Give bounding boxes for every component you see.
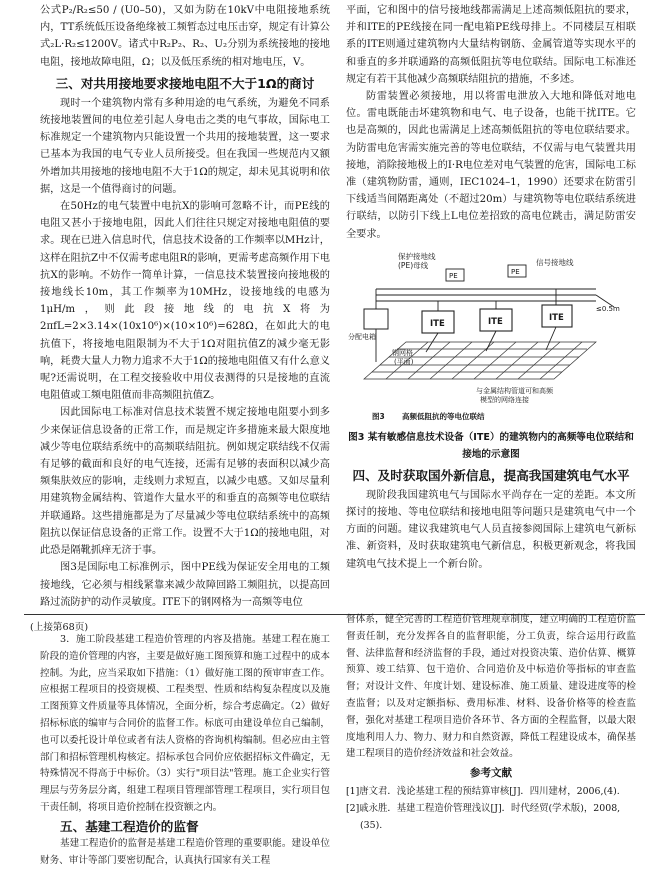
label-steel-mesh-plane: (平面) [394,357,414,366]
distribution-box [364,309,388,329]
body-paragraph: 因此国际电工标准对信息技术装置不规定接地电阻要小到多少来保证信息设备的正常工作，而是规定许多措施来最大限度地减少等电位联结系统中的高频联结阻抗。例如规定联结线不仅需有足够的截面和良好的电气连接，还需有足够的表面积以减少高频集肤效应的影响，走线则力求短直，以减少电感。又如尽量利用建筑物金属结构、管道作大量水平的和垂直的高频等电位联结并联通路。这些措施都是为了尽量减少等电位联结系统中的高频阻抗以保证信息设备的正常工作。设置不大于1Ω的接地电阻，对此恐是隔靴抓痒无济于事。 [40,407,330,557]
label-protective-ground: 保护接地线 [398,251,436,261]
label-fig-num: 图3 [372,411,385,421]
figure-caption: 图3 某有敏感信息技术设备（ITE）的建筑物内的高频等电位联结和接地的示意图 [348,431,634,460]
label-eq-plane: 高频低阻抗的等电位联结 [402,411,485,421]
lower-right-column [346,612,636,834]
upper-right-column [346,2,636,573]
figure-3 [346,247,636,429]
body-paragraph: 在50Hz的电气装置中电抗X的影响可忽略不计，而PE线的电阻又甚小于接地电阻，因此人们往往只规定对接地电阻值的要求。现在已进入信息时代，信息技术设备的工作频率以MHz计，这样在阻抗Z中不仅需考虑电阻R的影响，更需考虑高频作用下电抗X的影响。不妨作一简单计算，一信息技术装置接向接地极的接地线长10m，其工作频率为10MHz，设接地线的电感为1μH/m，则此段接地线的电抗X将为2πfL=2×3.14×(10x10⁶)×(10×10⁶)=628Ω，在如此大的电抗值下，将接地电阻限制为不大于1Ω对阻抗值Z的减少毫无影响，耗费大量人力物力追求不大于1Ω的接地电阻值又有什么意义呢?还需说明，在工程交接验收中用仪表测得的只是接地的直流电阻值或工频电阻值而非高频阻抗值Z。 [40,201,330,402]
label-steel-mesh: 钢网格 [392,348,413,357]
body-paragraph: 督体系，健全完善的工程造价管理规章制度，建立明确的工程造价监督责任制，充分发挥各自的监督职能，分工负责，综合运用行政监督、法律监督和经济监督的手段，通过对投资决策、造价估算、概算预算、竣工结算、包干造价、合同造价及中标造价等指标的审查监督；对设计文件、年度计划、建设标准、施工质量、建设进度等的检查监督；以及对定额指标、费用标准、材料、设备价格等的检查监督，强化对基建工程项目造价各环节、各方面的全程监督，以最大限度地利用人力、物力、财力和自然资源，降低工程建设成本，确保基建工程项目的造价经济效益和社会效益。 [346,614,636,760]
body-paragraph: 图3是国际电工标准例示，图中PE线为保证安全用电的工频接地线，它必须与相线紧靠来减少故障回路工频阻抗，以提高回路过流防护的动作灵敏度。ITE下的钢网格为一高频等电位 [40,562,330,608]
body-paragraph: 防雷装置必须接地，用以将雷电泄放入大地和降低对地电位。雷电既能击坏建筑物和电气、电子设备，也能干扰ITE。它也是高频的，因此也需满足上述高频低阻抗的等电位联结要求。为防雷电危害需实施完善的等电位联结，不仅需与电气装置共用接地，消除接地极上的I·R电位差对电气装置的危害，国际电工标准（建筑物防雷，通则，IEC1024–1，1990）还要求在防雷引下线适当间隔距离处（不超过20m）与建筑物等电位联结系统进行联结，以防引下线上L电位差招致的高电位跳击，满足防雷安全要求。 [346,91,636,240]
label-distribution-box: 分配电箱 [348,332,376,341]
upper-left-column [40,2,330,611]
formula-paragraph: 公式P₂/R₂≤50 / (U0–50)，又如为防在10kV中电阻接地系统内，TT系统低压设备绝缘被工频暂态过电压击穿，规定有计算公式₂L·R₂≤1200V。诸式中R₂P₂、R₂、U₂分别为系统接地的接地电阻，接地故障电阻，Ω；以及低压系统的相对地电压，V。 [40,5,330,68]
lower-left-column [40,632,330,869]
label-pe: PE [511,267,520,276]
label-ite: ITE [430,318,445,329]
section-heading-4: 四、及时获取国外新信息，提高我国建筑电气水平 [352,467,630,483]
body-paragraph: 平面，它和图中的信号接地线都需满足上述高频低阻抗的要求，并和ITE的PE线接在同一配电箱PE线母排上。不同楼层互相联系的ITE则通过建筑物内大量结构钢筋、金属管道等实现水平的和垂直的多并联通路的高频低阻抗等电位联结。国际电工标准还规定有若干其他减少高频联结阻抗的措施，不多述。 [346,5,636,85]
label-pe-bus: (PE)母线 [398,260,429,270]
label-ite: ITE [488,316,503,327]
body-paragraph: 现阶段我国建筑电气与国际水平尚存在一定的差距。本文所探讨的接地、等电位联结和接地电阻等问题只是建筑电气中一个方面的问题。建议我建筑电气人员直接参阅国际上建筑电气新标准、新资料，及时获取建筑电气新信息，积极更新观念，将我国建筑电气技术提上一个新台阶。 [346,489,636,570]
continuation-note: (上接第68页) [30,622,89,633]
reference-item: [1]唐文君．浅论基建工程的预结算审核[J]．四川建材，2006,(4). [346,786,620,798]
body-paragraph: 现时一个建筑物内常有多种用途的电气系统，为避免不同系统接地装置间的电位差引起人身电击之类的电气事故，国际电工标准规定一个建筑物内只能设置一个共用的接地装置，这一要求已基本为我国的电气专业人员所接受。但在我国一些规范内又额外增加共用接地的接地电阻不大于1Ω的规定，却未见其说明和依据，这是一个值得商讨的问题。 [40,97,330,195]
label-bonding-2: 模型的网络连接 [480,395,529,404]
label-ite: ITE [549,312,564,323]
section-heading-5: 五、基建工程造价的监督 [60,818,199,834]
section-heading-3: 三、对共用接地要求接地电阻不大于1Ω的商讨 [55,75,315,91]
label-signal-ground: 信号接地线 [536,257,574,267]
label-spacing: ≤0.5m [596,304,620,313]
body-paragraph: 基建工程造价的监督是基建工程造价管理的重要职能。建设单位财务、审计等部门要密切配合，认真执行国家有关工程 [40,837,330,866]
label-bonding-1: 与金属结构管道可和高频 [476,386,553,395]
label-pe: PE [449,271,458,280]
reference-item: [2]戚永胜．基建工程造价管理浅议[J]．时代经贸(学术版)，2008,(35). [346,803,621,832]
body-paragraph: 3．施工阶段基建工程造价管理的内容及措施。基建工程在施工阶段的造价管理的内容，主要是做好施工图预算和施工过程中的成本控制。为此，应当采取如下措施：（1）做好施工图的预审审查工作。应根据工程项目的投资规模、工程类型、性质和结构复杂程度以及施工图预算文件质量等具体情况，全面分析，综合考虑确定。（2）做好招标标底的编审与合同价的监督工作。标底可由建设单位自己编制，也可以委托设计单位或者有法人资格的咨询机构编制。但必应由主管部门和招标管理机构核定。招标承包合同价应依据招标文件确定，无特殊情况不得高于中标价。（3）实行"项目法"管理。施工企业实行管理层与劳务层分离，组建工程项目管理部管理工程项目，实行项目包干责任制，将项目造价控制在投资额之内。 [40,634,330,813]
grounding-diagram [346,247,632,425]
references-title: 参考文献 [470,767,512,780]
